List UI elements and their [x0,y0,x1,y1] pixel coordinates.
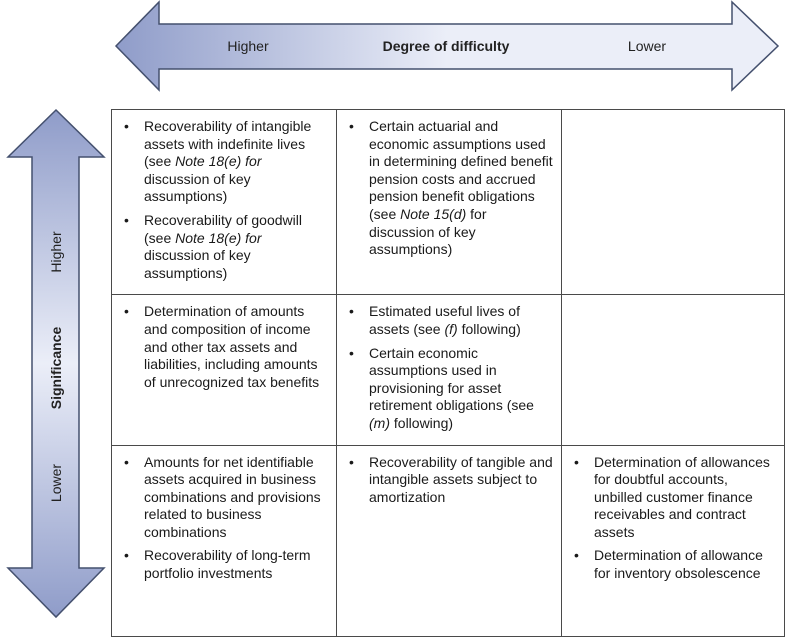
bullet-text: following) [390,414,454,431]
matrix-cell [562,295,785,445]
bullet-list [572,454,776,583]
matrix-row-lower-significance [112,445,785,636]
matrix-cell [337,110,562,295]
note-reference: (f) [444,320,458,337]
bullet-list [122,303,328,391]
matrix-cell [562,110,785,295]
bullet-item [594,454,776,542]
bullet-text: for discussion of key assumptions) [369,205,487,258]
bullet-item [369,454,553,507]
significance-higher-label: Higher [48,231,64,273]
bullet-text: Recoverability of long-term portfolio investments [144,547,311,582]
significance-lower-label: Lower [48,463,64,503]
bullet-item [144,303,328,391]
matrix-cell [337,445,562,636]
bullet-text: discussion of key assumptions) [144,247,251,281]
bullet-text: Recoverability of goodwill (see [144,211,302,246]
matrix-cell [337,295,562,445]
difficulty-lower-label: Lower [627,38,667,54]
difficulty-axis-title: Degree of difficulty [382,38,510,54]
bullet-list [347,303,553,432]
matrix-cell [112,445,337,636]
bullet-item [369,118,553,259]
bullet-text: Determination of allowance for inventory obsolescence [594,547,763,582]
note-reference: Note 18(e) for [175,229,262,246]
bullet-text: Certain actuarial and economic assumptions used in determining defined benefit pension costs and accrued pension benefit obligations (see [369,118,553,222]
matrix-row-medium-significance [112,295,785,445]
bullet-item [144,212,328,282]
significance-difficulty-matrix [111,109,785,637]
significance-axis-title: Significance [48,326,64,410]
bullet-text: following) [457,320,521,337]
difficulty-higher-label: Higher [227,38,269,54]
bullet-item [144,547,328,582]
matrix-cell [112,110,337,295]
bullet-text: Determination of allowances for doubtful accounts, unbilled customer finance receivables and contract assets [594,453,770,540]
bullet-item [594,547,776,582]
bullet-text: Recoverability of tangible and intangible assets subject to amortization [369,453,553,505]
matrix-cell [562,445,785,636]
bullet-list [122,454,328,583]
note-reference: (m) [369,414,390,431]
bullet-list [122,118,328,282]
note-reference: Note 15(d) [400,205,467,222]
matrix-cell [112,295,337,445]
matrix-row-higher-significance [112,110,785,295]
bullet-text: Determination of amounts and composition of income and other tax assets and liabilities, including amounts of unrecognized tax benefits [144,303,320,390]
bullet-item [369,303,553,338]
bullet-text: discussion of key assumptions) [144,170,251,205]
bullet-item [144,118,328,206]
bullet-list [347,118,553,259]
bullet-text: Certain economic assumptions used in provisioning for asset retirement obligations (see [369,344,534,414]
bullet-text: Amounts for net identifiable assets acquired in business combinations and provisions related to business combinations [144,453,321,540]
bullet-text: Estimated useful lives of assets (see [369,303,520,337]
bullet-item [144,454,328,542]
note-reference: Note 18(e) for [175,153,262,170]
bullet-text: Recoverability of intangible assets with indefinite lives (see [144,118,312,170]
bullet-item [369,345,553,433]
bullet-list [347,454,553,507]
